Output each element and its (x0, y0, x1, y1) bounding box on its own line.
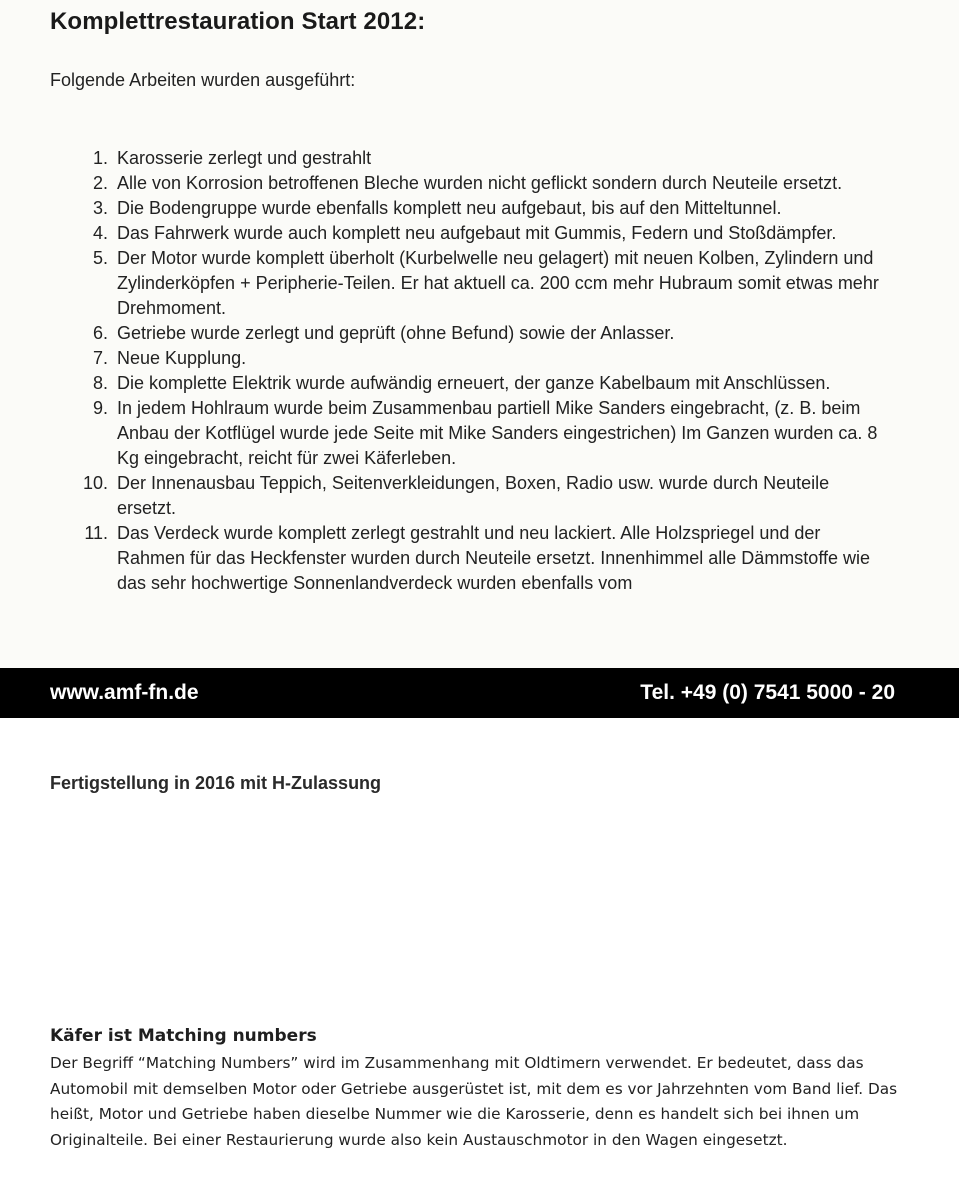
list-item (80, 471, 880, 521)
list-item-text: Alle von Korrosion betroffenen Bleche wurden nicht geflickt sondern durch Neuteile ersetzt. (117, 173, 843, 193)
list-item-text: Der Motor wurde komplett überholt (Kurbelwelle neu gelagert) mit neuen Kolben, Zylindern und Zylinderköpfen + Peripherie-Teilen. Er hat aktuell ca. 200 ccm mehr Hubraum somit etwas mehr Drehmoment. (117, 248, 879, 318)
list-item (80, 196, 880, 221)
list-item-number: 6. (92, 323, 108, 343)
list-item-text: Neue Kupplung. (117, 348, 247, 368)
list-item (80, 521, 880, 596)
list-item-number: 9. (92, 398, 108, 418)
list-item-number: 7. (92, 348, 108, 368)
list-item-text: Die komplette Elektrik wurde aufwändig erneuert, der ganze Kabelbaum mit Anschlüssen. (117, 373, 831, 393)
list-item (80, 171, 880, 196)
document-title: Komplettrestauration Start 2012: (50, 8, 426, 35)
list-item-number: 4. (92, 223, 108, 243)
list-item-number: 10. (82, 473, 108, 493)
list-item (80, 396, 880, 471)
list-item (80, 246, 880, 321)
intro-text: Folgende Arbeiten wurden ausgeführt: (50, 70, 356, 90)
list-item-number: 2. (92, 173, 108, 193)
list-item-text: Getriebe wurde zerlegt und geprüft (ohne Befund) sowie der Anlasser. (117, 323, 675, 343)
list-item (80, 371, 880, 396)
list-item-number: 1. (92, 148, 108, 168)
list-item-text: In jedem Hohlraum wurde beim Zusammenbau partiell Mike Sanders eingebracht, (z. B. beim Anbau der Kotflügel wurde jede Seite mit Mike Sanders eingestrichen) Im Ganzen wurden ca. 8 Kg eingebracht, reicht für zwei Käferleben. (117, 398, 878, 468)
list-item (80, 221, 880, 246)
work-list (80, 146, 880, 596)
list-item-text: Das Fahrwerk wurde auch komplett neu aufgebaut mit Gummis, Federn und Stoßdämpfer. (117, 223, 837, 243)
matching-numbers-text: Der Begriff “Matching Numbers” wird im Zusammenhang mit Oldtimern verwendet. Er bedeutet, dass das Automobil mit demselben Motor oder Getriebe ausgerüstet ist, mit dem es vor Jahrzehnten vom Band lief. Das heißt, Motor und Getriebe haben dieselbe Nummer wie die Karosserie, denn es handelt sich bei ihnen um Originalteile. Bei einer Restaurierung wurde also kein Austauschmotor in den Wagen eingesetzt. (50, 1054, 898, 1149)
list-item-text: Das Verdeck wurde komplett zerlegt gestrahlt und neu lackiert. Alle Holzspriegel und der Rahmen für das Heckfenster wurden durch Neuteile ersetzt. Innenhimmel alle Dämmstoffe wie das sehr hochwertige Sonnenlandverdeck wurden ebenfalls vom (117, 523, 871, 593)
list-item-number: 5. (92, 248, 108, 268)
list-item-text: Karosserie zerlegt und gestrahlt (117, 148, 372, 168)
contact-bar (0, 668, 959, 718)
list-item-text: Der Innenausbau Teppich, Seitenverkleidungen, Boxen, Radio usw. wurde durch Neuteile ersetzt. (117, 473, 830, 518)
list-item-number: 3. (92, 198, 108, 218)
list-item-text: Die Bodengruppe wurde ebenfalls komplett neu aufgebaut, bis auf den Mitteltunnel. (117, 198, 782, 218)
website-link[interactable]: www.amf-fn.de (50, 681, 199, 704)
list-item (80, 321, 880, 346)
list-item-number: 11. (84, 523, 108, 543)
completion-note: Fertigstellung in 2016 mit H-Zulassung (50, 773, 382, 793)
matching-numbers-heading: Käfer ist Matching numbers (50, 1026, 317, 1046)
list-item (80, 146, 880, 171)
phone-number[interactable]: Tel. +49 (0) 7541 5000 - 20 (640, 681, 895, 704)
list-item (80, 346, 880, 371)
list-item-number: 8. (92, 373, 108, 393)
